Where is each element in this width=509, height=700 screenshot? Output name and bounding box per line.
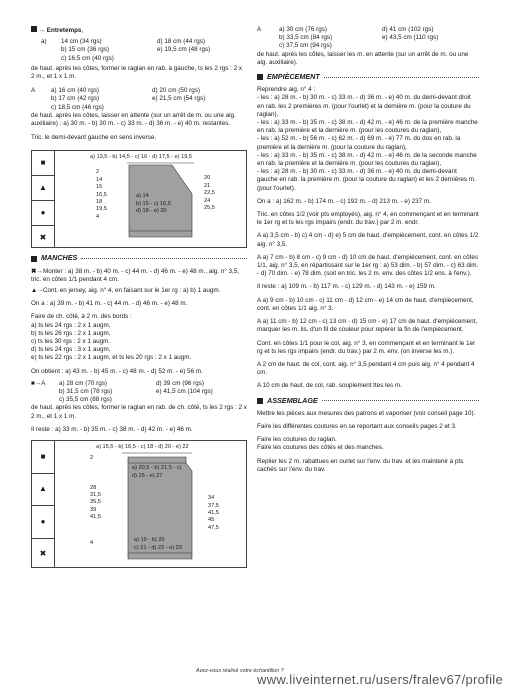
- cross-symbol-icon: ✖: [39, 549, 47, 559]
- diag1-right-nums: 20 21 22,5 24 25,5: [204, 175, 215, 212]
- emp-3: - les : a) 33 m. - b) 35 m. - c) 38 m. - d) 42 m. - e) 46 m. de la première manche en rab. la première et la dernière m. (pour les coutures du raglan),: [257, 119, 478, 135]
- right-column: [257, 26, 479, 477]
- emp-16: A 10 cm de haut. de col, rab. souplement ttes les m.: [257, 382, 402, 390]
- footer-question: Avez-vous réalisé votre échantillon ?: [196, 668, 284, 674]
- emp-9: A a) 3,5 cm - b) c) 4 cm - d) e) 5 cm de haut. d'empiècement, cont. en côtes 1/2 aig. n° 3,5.: [257, 232, 479, 248]
- manches-1: ✖→Monter : a) 38 m. - b) 40 m. - c) 44 m. - d) 46 m. - e) 48 m., aig. n° 3,5, tric. en côtes 1/1 pendant 4 cm.: [31, 267, 240, 283]
- emp-4: - les : a) 52 m. - b) 56 m. - c) 62 m. - d) 69 m. - e) 77 m. du dos en rab. la première et la dernière m. (pour la couture du raglan),: [257, 135, 461, 151]
- emp-7: On a : a) 162 m. - b) 174 m. - c) 192 m. - d) 213 m. - e) 237 m.: [257, 197, 431, 205]
- manches-4-list: a) ts les 24 rgs : 2 x 1 augm. b) ts les 26 rgs : 2 x 1 augm. c) ts les 30 rgs : 2 x 1 augm. d) ts les 24 rgs : 3 x 1 augm. e) ts les 22 rgs : 2 x 1 augm. et ts les 20 rgs : 2 x 1 augm.: [31, 321, 192, 362]
- manches-2: ▲→Cont. en jersey, aig. n° 4, en faisant sur le 1er rg : a) b) 1 augm.: [31, 287, 221, 295]
- right-a-text: de haut. après les côtes, laisser les m. en attente (sur un arrêt de m. ou une aig. auxiliaire).: [257, 50, 469, 66]
- manches-a-text: de haut. après les côtes, former le raglan en rab. de ch. côté, ts les 2 rgs : 2 x 2 m., et 1 x 1 m.: [31, 404, 247, 420]
- manches-a-sizes: ■→A a) 28 cm (70 rgs) d) 39 cm (96 rgs) b) 31,5 cm (78 rgs) e) 41,5 cm (104 rgs) c) 35,5 cm (88 rgs): [31, 379, 213, 404]
- emp-11: Il reste : a) 109 m. - b) 117 m. - c) 129 m. - d) 143 m. - e) 159 m.: [257, 283, 436, 291]
- square-bullet-icon: [31, 256, 37, 262]
- sleeve-schematic: [31, 440, 247, 568]
- diag2-inner-top: a) 20,5 - b) 21,5 - c) d) 25 - e) 27: [132, 465, 182, 479]
- emp-10: A a) 7 cm - b) 8 cm - c) 9 cm - d) 10 cm de haut. d'empiècement, cont. en côtes 1/1, aig. n° 3,5, en répartissant sur le 1er rg : a) 53 dim. - b) 57 dim. - c) 63 dim. - d) 70 dim. - e) 78 dim. (soit en tric. les 2 m. env. des côtes 1/2 ens. à l'env.).: [257, 253, 479, 278]
- emp-1: Reprendre aig. n° 4 :: [257, 86, 316, 94]
- circle-symbol-icon: ●: [32, 506, 54, 539]
- right-a-sizes: A a) 30 cm (76 rgs) d) 41 cm (102 rgs) b) 33,5 cm (84 rgs) e) 43,5 cm (110 rgs) c) 37,5 cm (94 rgs): [257, 26, 439, 50]
- ass-5: Replier les 2 m. rabattues en ourlet sur l'env. du trav. et les maintenir à pts cachés sur l'env. du trav.: [257, 457, 464, 473]
- square-symbol-icon: ■: [32, 151, 54, 176]
- diag1-inner: a) 14 b) 15 - c) 16,5 d) 18 - e) 20: [136, 193, 171, 215]
- diag2-top-label: a) 15,5 - b) 16,5 - c) 18 - d) 20 - e) 22: [96, 444, 189, 451]
- empiecement-heading: EMPIÈCEMENT: [257, 73, 479, 81]
- cross-symbol-icon: ✖: [39, 233, 47, 243]
- ass-2: Faire les différentes coutures en se reportant aux conseils pages 2 et 3.: [257, 422, 457, 430]
- triangle-symbol-icon: ▲: [32, 474, 54, 507]
- diag2-left-nums: 2 28 31,5 35,5 39 41,5 4: [90, 455, 101, 546]
- manches-reste: Il reste : a) 33 m. - b) 35 m. - c) 38 m. - d) 42 m. - e) 46 m.: [31, 425, 193, 433]
- emp-13: A a) 11 cm - b) 12 cm - c) 13 cm - d) 15 cm - e) 17 cm de haut. d'empiècement, marquer les m. lis. d'un fil de couleur pour repérer la fin de l'empiècement.: [257, 318, 478, 334]
- manches-heading: MANCHES: [31, 254, 247, 262]
- emp-6: - les : a) 28 m. - b) 30 m. - c) 33 m. - d) 36 m. - e) 40 m. du demi-devant gauche en rab. la première m. (pour la couture du raglan) et les 2 dernières m. (pour l'ourlet).: [257, 168, 476, 192]
- a-text: de haut. après les côtes, laisser en attente (sur un arrêt de m. ou une aig. auxiliaire) : a) 30 m. - b) 30 m. - c) 33 m. - d) 36 m. - e) 40 m. restantes.: [31, 111, 236, 128]
- square-bullet-icon: [257, 74, 263, 80]
- a-section: A a) 16 cm (40 rgs) d) 20 cm (50 rgs) b) 17 cm (42 rgs) e) 21,5 cm (54 rgs) c) 18,5 cm (46 rgs): [31, 87, 206, 111]
- entretemps-heading: → Entretemps,: [31, 26, 247, 35]
- entretemps-text: de haut. après les côtes, former le raglan en rab. à gauche, ts les 2 rgs : 2 x 2 m., et 1 x 1 m.: [31, 64, 243, 81]
- emp-5: - les : a) 33 m. - b) 35 m. - c) 38 m. - d) 42 m. - e) 46 m. de la seconde manche en rab. la première et la dernière m. (pour les coutures du raglan),: [257, 151, 477, 168]
- ass-1: Mettre les pièces aux mesures des patrons et vaporiser (voir conseil page 10).: [257, 409, 476, 417]
- ass-4: Faire les coutures des côtés et des manches.: [257, 444, 384, 452]
- entretemps-sizes: a) 14 cm (34 rgs) d) 18 cm (44 rgs) b) 15 cm (36 rgs) e) 19,5 cm (48 rgs) c) 16,5 cm (40 rgs): [41, 38, 211, 62]
- manches-5: On obtient : a) 43 m. - b) 45 m. - c) 48 m. - d) 52 m. - e) 56 m.: [31, 367, 203, 375]
- diag2-inner-bottom: a) 19 - b) 20 c) 21 - d) 22 - e) 23: [134, 537, 182, 551]
- watermark: www.liveinternet.ru/users/fralev67/profile: [257, 672, 503, 687]
- left-column: [31, 26, 247, 568]
- square-bullet-icon: [257, 398, 263, 404]
- emp-8: Tric. en côtes 1/2 (voir pts employés), aig. n° 4, en commençant et en terminant le 1er rg et ts les rgs impairs (endr. du trav.) par 2 m. endr.: [257, 211, 479, 227]
- diag1-left-nums: 2 14 15 16,5 18 19,5 4: [96, 169, 107, 220]
- square-symbol-icon: ■: [32, 441, 54, 474]
- diag2-right-nums: 34 37,5 41,5 45 47,5: [208, 495, 219, 531]
- emp-15: A 2 cm de haut. de col, cont. aig. n° 3,5 pendant 4 cm puis aig. n° 4 pendant 4 cm.: [257, 360, 475, 377]
- assemblage-heading: ASSEMBLAGE: [257, 397, 479, 405]
- emp-12: A a) 9 cm - b) 10 cm - c) 11 cm - d) 12 cm - e) 14 cm de haut. d'empiècement, cont. en côtes 1/1 aig. n° 3.: [257, 296, 474, 312]
- square-bullet-icon: [31, 26, 37, 32]
- tric-text: Tric. le demi-devant gauche en sens inverse.: [31, 134, 157, 142]
- circle-symbol-icon: ●: [32, 201, 54, 226]
- manches-3: On a : a) 39 m. - b) 41 m. - c) 44 m. - d) 46 m. - e) 48 m.: [31, 300, 188, 308]
- front-schematic: [31, 150, 247, 248]
- emp-14: Cont. en côtes 1/1 pour le col, aig. n° 3, en commençant et en terminant le 1er rg et ts les rgs impairs (endr. du trav.) par 2 m. env. (on inverse les m.).: [257, 339, 476, 355]
- emp-2: - les : a) 28 m. - b) 30 m. - c) 33 m. - d) 36 m. - e) 40 m. du demi-devant droit en rab. les 2 premières m. (pour l'ourlet) et la dernière m. (pour la couture du raglan),: [257, 94, 471, 118]
- manches-4-intro: Faire de ch. côté, à 2 m. des bords :: [31, 313, 132, 321]
- triangle-symbol-icon: ▲: [32, 176, 54, 201]
- ass-3: Faire les coutures du raglan.: [257, 436, 337, 444]
- diag1-top-label: a) 13,5 - b) 14,5 - c) 16 - d) 17,5 - e) 19,5: [90, 154, 192, 161]
